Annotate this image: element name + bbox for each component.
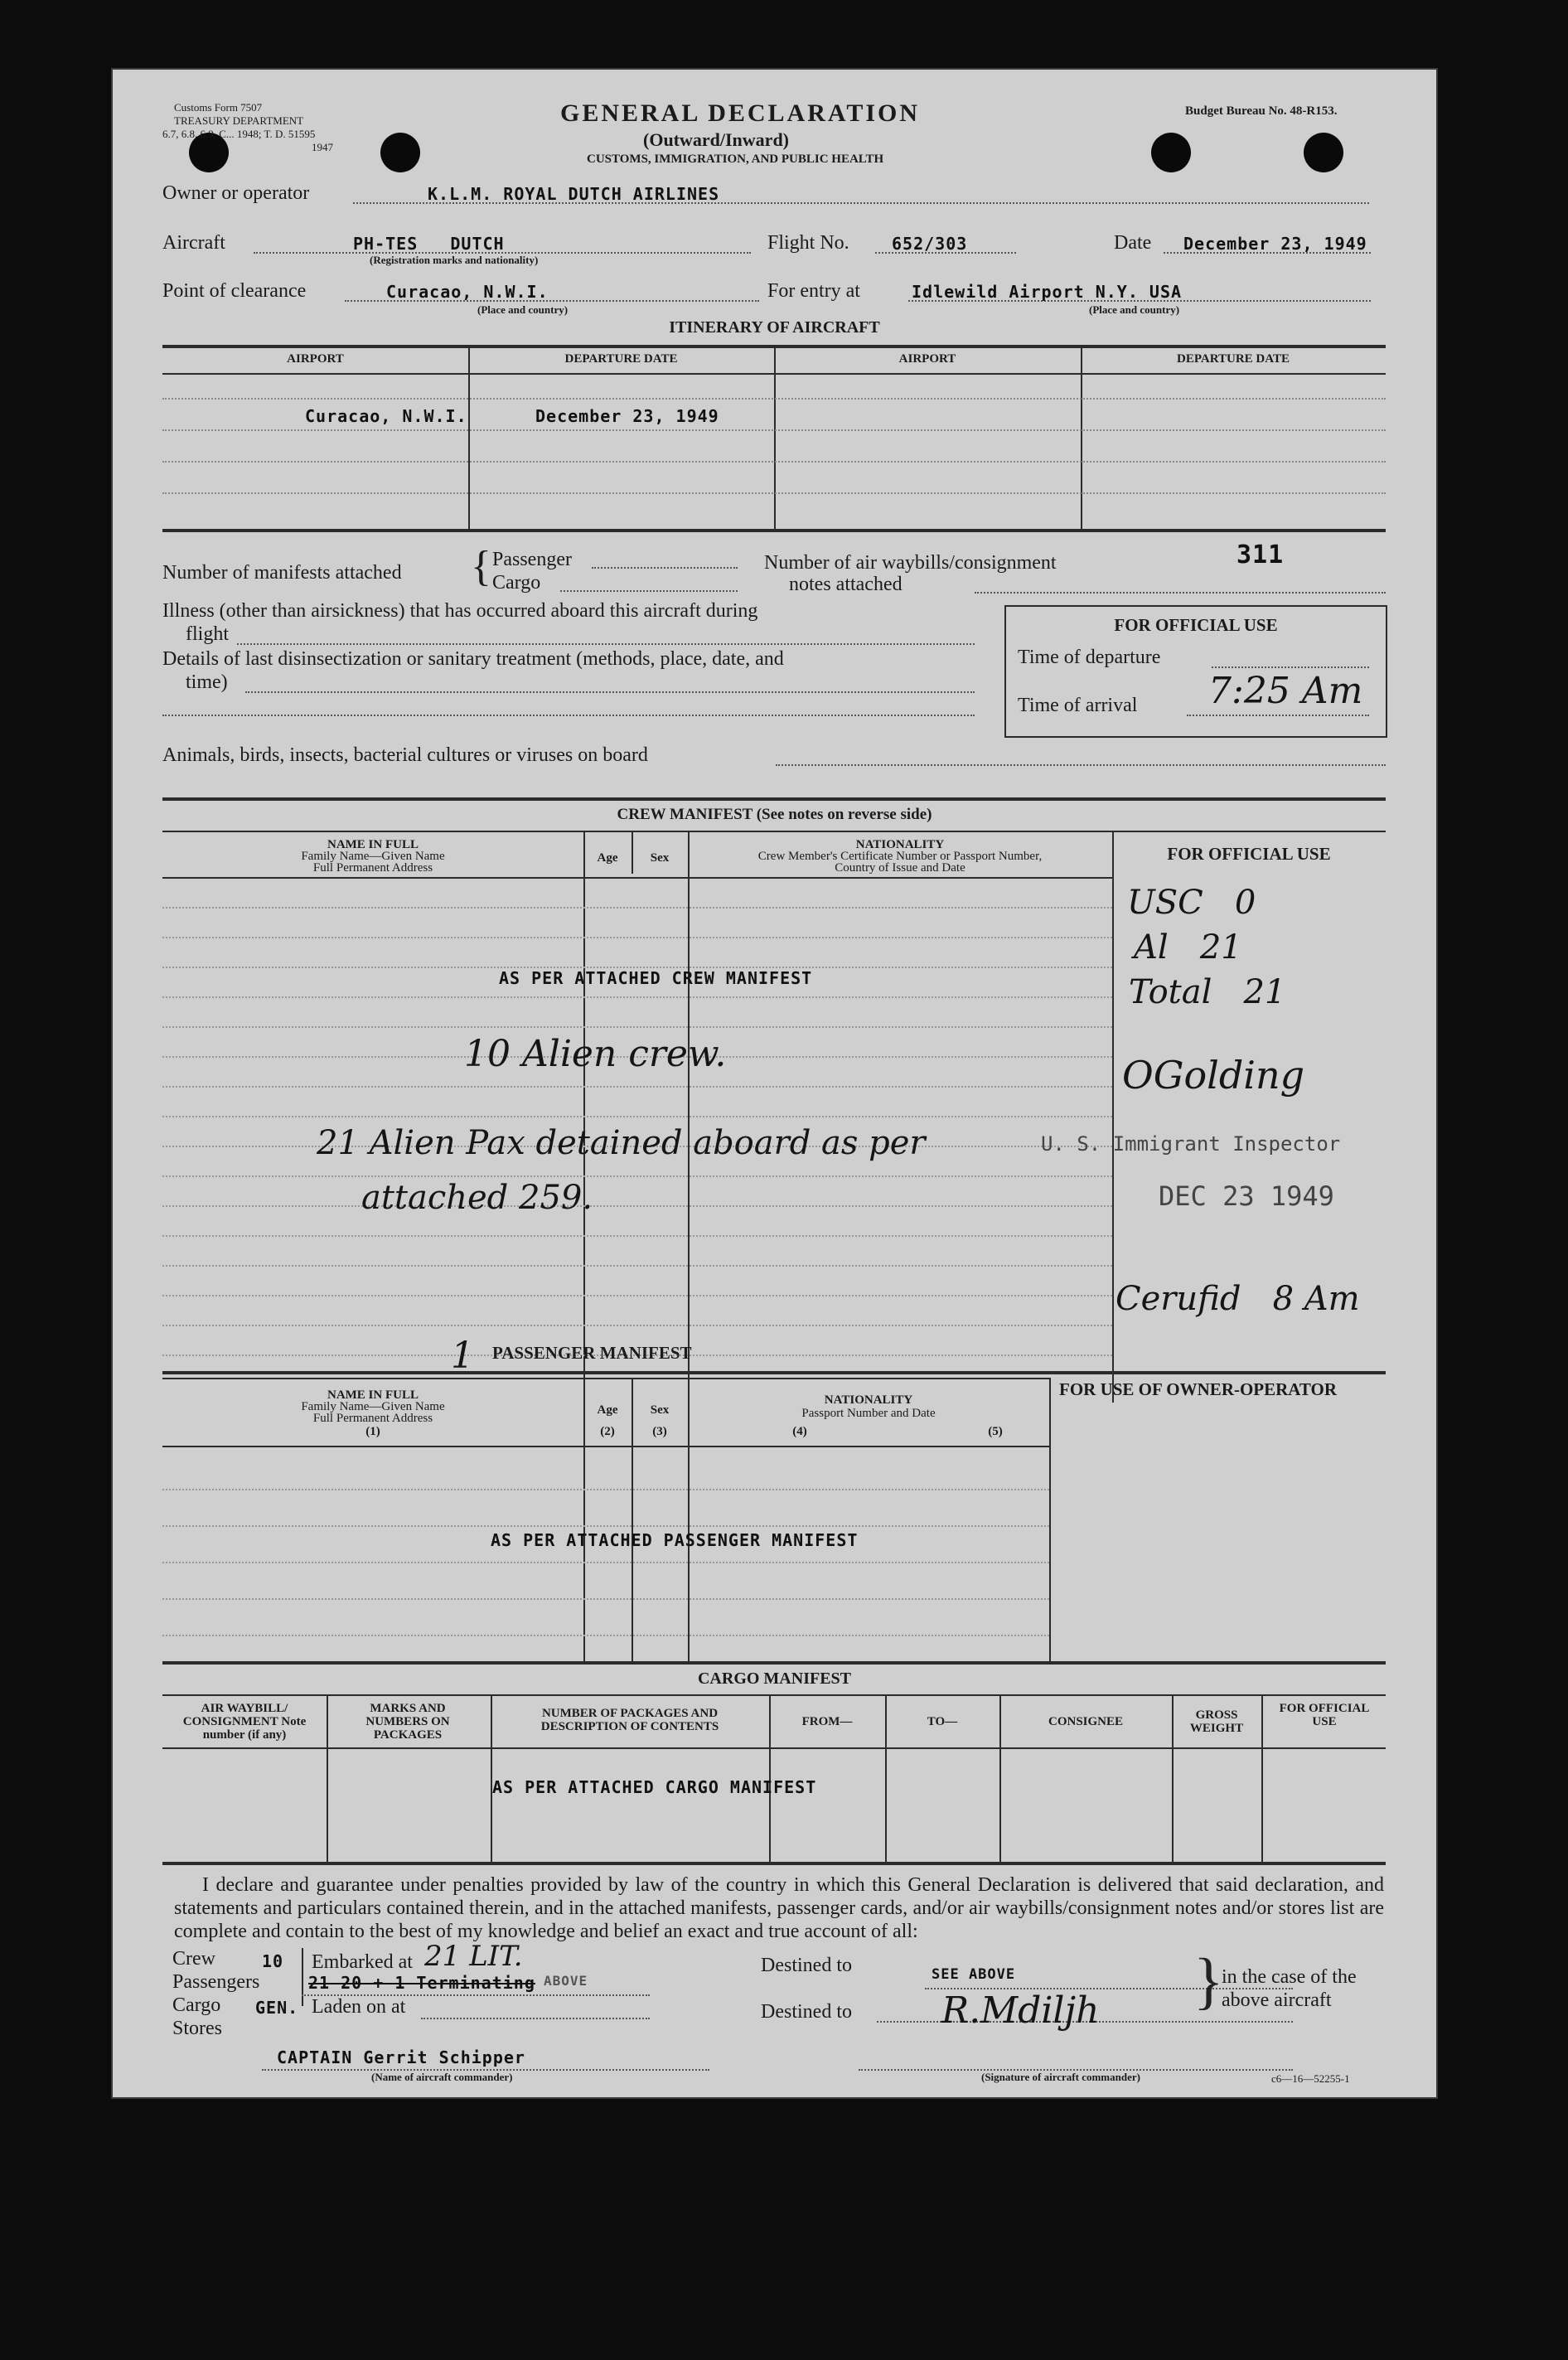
stores-label: Stores [172, 2018, 222, 2039]
itinerary-col-departure-2: DEPARTURE DATE [1176, 352, 1290, 366]
disinsect-label-2: time) [186, 671, 228, 693]
crew-manifest-title: CREW MANIFEST (See notes on reverse side) [617, 806, 932, 823]
manifest-cargo-label: Cargo [492, 572, 541, 594]
cargo-manifest-title: CARGO MANIFEST [697, 1669, 851, 1688]
inspector-signature: OGolding [1122, 1053, 1305, 1098]
crew-col-sex: Sex [650, 851, 670, 865]
owner-operator-use: FOR USE OF OWNER-OPERATOR [1059, 1379, 1338, 1399]
cargo-typed-note: AS PER ATTACHED CARGO MANIFEST [492, 1777, 817, 1797]
crew-col-nationality-b: Crew Member's Certificate Number or Passport Number, [757, 850, 1043, 863]
passenger-col-name-b: Family Name—Given Name [301, 1400, 445, 1413]
crew-hand-note-3: attached 259. [361, 1179, 593, 1217]
waybills-value: 311 [1236, 540, 1285, 569]
passenger-col-name-n: (1) [365, 1425, 380, 1438]
date-value: December 23, 1949 [1183, 234, 1367, 254]
punch-hole [380, 133, 420, 172]
entry-label: For entry at [767, 280, 860, 302]
crew-label: Crew [172, 1948, 215, 1970]
in-case-label-2: above aircraft [1222, 1989, 1332, 2011]
crew-col-age: Age [597, 851, 618, 865]
passenger-col-name-c: Full Permanent Address [312, 1412, 433, 1425]
clearance-value: Curacao, N.W.I. [386, 282, 549, 302]
passenger-col-age: Age [597, 1403, 618, 1417]
waybills-label: Number of air waybills/consignment [764, 552, 1057, 574]
crew-tally-usc: USC 0 [1127, 884, 1256, 922]
flight-value: 652/303 [892, 234, 968, 254]
cargo-col-consignee: CONSIGNEE [1048, 1715, 1124, 1728]
passengers-label: Passengers [172, 1971, 260, 1993]
certified-note: Cerufid 8 Am [1116, 1280, 1360, 1318]
passenger-col-nationality: NATIONALITY [824, 1393, 913, 1407]
owner-value: K.L.M. ROYAL DUTCH AIRLINES [428, 184, 720, 204]
see-above: SEE ABOVE [932, 1966, 1016, 1983]
passenger-col-nationality-n: (4) [792, 1425, 807, 1438]
embarked-value: 21 LIT. [424, 1940, 523, 1973]
declaration-text: I declare and guarantee under penalties provided by law of the country in which this General Declaration is delivered that said declaration, and statements and particulars contained therein, and in the attached manifests, passenger cards, and/or air waybills/consignment notes and/or stores list are complete and contain to the best of my knowledge and belief an exact and true account of all: [174, 1874, 1384, 1942]
illness-label: Illness (other than airsickness) that has occurred aboard this aircraft during [162, 600, 758, 622]
captain-signature: R.Mdiljh [941, 1989, 1100, 2032]
form-subtitle: (Outward/Inward) [643, 129, 790, 150]
crew-hand-note-2: 21 Alien Pax detained aboard as per [317, 1124, 926, 1162]
cargo-col-waybill: AIR WAYBILL/ CONSIGNMENT Note number (if any) [182, 1702, 307, 1742]
passenger-col-sex: Sex [650, 1403, 670, 1417]
disinsect-label: Details of last disinsectization or sanitary treatment (methods, place, date, and [162, 648, 784, 670]
form-subtitle-2: CUSTOMS, IMMIGRATION, AND PUBLIC HEALTH [587, 153, 884, 166]
clearance-label: Point of clearance [162, 280, 307, 302]
form-reference: 6.7, 6.8, 6.9, C... 1948; T. D. 51595 [162, 128, 316, 140]
crew-col-nationality-c: Country of Issue and Date [835, 861, 965, 875]
owner-label: Owner or operator [162, 182, 310, 204]
destined-label: Destined to [761, 1955, 852, 1976]
entry-sub: (Place and country) [1089, 303, 1180, 316]
aircraft-label: Aircraft [162, 232, 225, 254]
entry-value: Idlewild Airport N.Y. USA [912, 282, 1183, 302]
time-arrival-value: 7:25 Am [1208, 670, 1363, 712]
cargo-col-official: FOR OFFICIAL USE [1279, 1702, 1370, 1728]
flight-label: Flight No. [767, 232, 849, 254]
passenger-col-sex-n: (3) [652, 1425, 667, 1438]
embarked-typed: ABOVE [544, 1973, 588, 1989]
passenger-col-nationality-b: Passport Number and Date [801, 1407, 936, 1420]
passenger-col-age-n: (2) [600, 1425, 615, 1438]
official-use-title: FOR OFFICIAL USE [1114, 615, 1278, 635]
itinerary-col-airport-2: AIRPORT [898, 352, 956, 366]
crew-col-name-c: Full Permanent Address [312, 861, 433, 875]
crew-official-use: FOR OFFICIAL USE [1167, 844, 1331, 864]
budget-bureau-number: Budget Bureau No. 48-R153. [1185, 104, 1338, 118]
crew-col-nationality: NATIONALITY [855, 838, 945, 851]
stores-value: GEN. [255, 1998, 299, 2018]
cargo-col-from: FROM— [801, 1715, 853, 1728]
embarked-label: Embarked at [312, 1951, 413, 1973]
itinerary-airport-1: Curacao, N.W.I. [305, 406, 467, 426]
punch-hole [1151, 133, 1191, 172]
aircraft-value: PH-TES DUTCH [353, 234, 505, 254]
manifest-passenger-label: Passenger [492, 549, 572, 570]
commander-sub: (Name of aircraft commander) [371, 2071, 513, 2083]
crew-hand-note-1: 10 Alien crew. [464, 1033, 727, 1075]
passenger-col-name: NAME IN FULL [327, 1388, 419, 1402]
inspector-stamp: U. S. Immigrant Inspector [1041, 1132, 1341, 1156]
crew-count-value: 10 [262, 1951, 284, 1971]
itinerary-title: ITINERARY OF AIRCRAFT [669, 318, 880, 337]
time-departure-label: Time of departure [1018, 647, 1161, 668]
print-code: c6—16—52255-1 [1271, 2072, 1350, 2085]
animals-label: Animals, birds, insects, bacterial cultures or viruses on board [162, 744, 648, 766]
in-case-label: in the case of the [1222, 1966, 1357, 1988]
passenger-mark: 1 [451, 1335, 474, 1377]
crew-col-name: NAME IN FULL [327, 838, 419, 851]
illness-label-2: flight [186, 623, 229, 645]
passenger-typed-note: AS PER ATTACHED PASSENGER MANIFEST [491, 1530, 859, 1550]
general-declaration-form: Customs Form 7507 TREASURY DEPARTMENT 6.7, 6.8, 6.9, C... 1948; T. D. 51595 1947 GENERAL DECLARATION (Outward/Inward) CUSTOMS, IMMIGRATION, AND PUBLIC HEALTH Budget Bureau No. 48-R153. Owner or operator K.L.M. ROYAL DUTCH AIRLINES Aircraft PH-TES DUTCH (Registration marks and nationality) Flight No. 652/303 Date December 23, 1949 Point of clearance Curacao, N.W.I. (Place and country) For entry at Idlewild Airport N.Y. USA (Place and country) ITINERARY OF AIRCRAFT AIRPORT DEPARTURE DATE AIRPORT DEPARTURE DATE Curacao, N.W.I. December 23, 1949 Number of manifests attached { Passenger Cargo Number of air waybills/consignment notes attached 311 Illness (other than airsickness) that has occurred aboard this aircraft during flight Details of last disinsectization or sanitary treatment (methods, place, date, and time) Animals, birds, insects, bacterial cultures or viruses on board FOR OFFICIAL USE Time of departure Time of arrival 7:25 Am CREW MANIFEST (See notes on reverse side) NAME IN FULL Family Name—Given Name Full Permanent Address Age Sex NATIONALITY Crew Member's Certificate Number or Passport Number, Country of Issue and Date FOR OFFICIAL USE AS PER ATTACHED CREW MANIFEST 10 Alien crew. 21 Alien Pax detained aboard as per attached 259. USC 0 Al 21 Total 21 OGolding U. S. Immigrant Inspector DEC 23 1949 Cerufid 8 Am 1 PASSENGER MANIFEST NAME IN FULL Family Name—Given Name Full Permanent Address (1) Age (2) Sex (3) NATIONALITY Passport Number and Date (4) (5) FOR USE OF OWNER-OPERATOR AS PER ATTACHED PASSENGER MANIFEST CARGO MANIFEST AIR WAYBILL/ CONSIGNMENT Note number (if any) MARKS AND NUMBERS ON PACKAGES NUMBER OF PACKAGES AND DESCRIPTION OF CONTENTS FROM— TO— CONSIGNEE GROSS WEIGHT FOR OFFICIAL USE AS PER ATTACHED CARGO MANIFEST I declare and guarantee under penalties provided by law of the country in which this General Declaration is delivered that said declaration, and statements and particulars contained therein, and in the attached manifests, passenger cards, and/or air waybills/consignment notes and/or stores list are complete and contain to the best of my knowledge and belief an exact and true account of all: Crew Passengers Cargo Stores 10 GEN. Embarked at 21 LIT. ABOVE 21 20 + 1 Terminating Laden on at Destined to Destined to SEE ABOVE R.Mdiljh } in the case of the above aircraft CAPTAIN Gerrit Schipper (Name of aircraft commander) (Signature of aircraft commander) c6—16—52255-1 [113, 70, 1436, 2097]
inspector-stamp-date: DEC 23 1949 [1159, 1180, 1334, 1212]
form-title: GENERAL DECLARATION [560, 99, 921, 127]
passenger-manifest-title: PASSENGER MANIFEST [492, 1343, 692, 1363]
waybills-label-2: notes attached [789, 574, 903, 595]
form-department: TREASURY DEPARTMENT [174, 114, 304, 127]
laden-label: Laden on at [312, 1996, 406, 2018]
manifests-label: Number of manifests attached [162, 562, 402, 584]
destined-label-2: Destined to [761, 2001, 852, 2023]
punch-hole [1304, 133, 1343, 172]
crew-typed-note: AS PER ATTACHED CREW MANIFEST [499, 968, 813, 988]
crew-col-name-b: Family Name—Given Name [301, 850, 445, 863]
date-label: Date [1114, 232, 1152, 254]
form-number: Customs Form 7507 [174, 101, 263, 114]
cargo-col-to: TO— [927, 1715, 958, 1728]
commander-name: CAPTAIN Gerrit Schipper [277, 2047, 525, 2067]
itinerary-col-airport: AIRPORT [287, 352, 344, 366]
crew-tally-total: Total 21 [1129, 973, 1286, 1011]
signature-sub: (Signature of aircraft commander) [981, 2071, 1140, 2083]
form-year: 1947 [312, 141, 333, 153]
clearance-sub: (Place and country) [477, 303, 569, 316]
cargo-col-marks: MARKS AND NUMBERS ON PACKAGES [365, 1702, 450, 1742]
passenger-col-5-n: (5) [988, 1425, 1003, 1438]
cargo-col-packages: NUMBER OF PACKAGES AND DESCRIPTION OF CONTENTS [540, 1707, 719, 1733]
cargo-label: Cargo [172, 1994, 221, 2016]
itinerary-col-departure: DEPARTURE DATE [564, 352, 678, 366]
crew-tally-alien: Al 21 [1134, 928, 1242, 967]
cargo-col-weight: GROSS WEIGHT [1189, 1708, 1244, 1735]
aircraft-sub: (Registration marks and nationality) [370, 254, 539, 266]
struck-embarked-note: 21 20 + 1 Terminating [308, 1973, 535, 1993]
time-arrival-label: Time of arrival [1018, 695, 1138, 716]
itinerary-date-1: December 23, 1949 [535, 406, 719, 426]
